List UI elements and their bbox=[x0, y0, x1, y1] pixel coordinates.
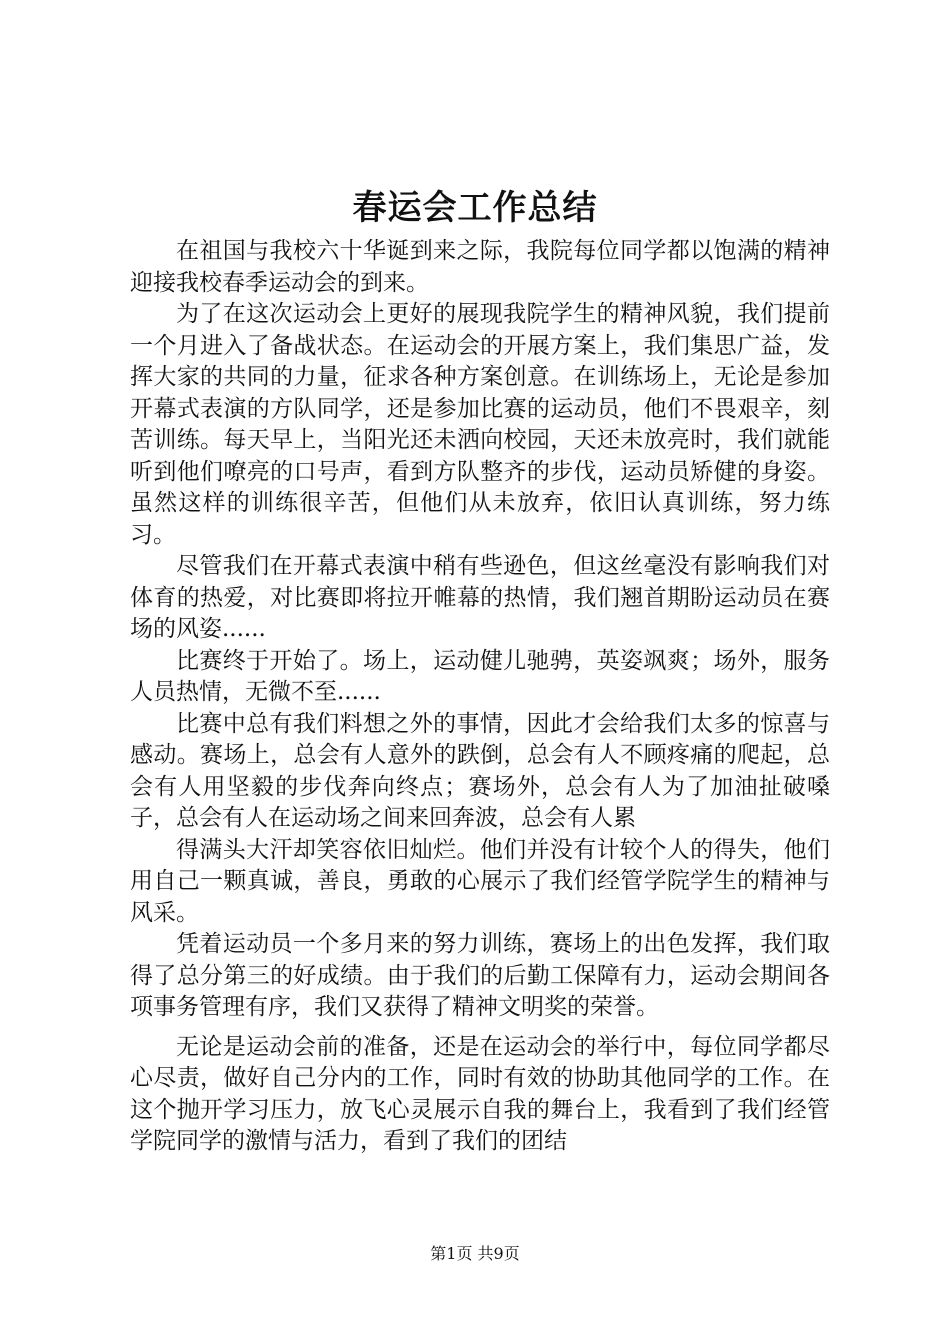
document-title: 春运会工作总结 bbox=[352, 188, 598, 228]
paragraph: 在祖国与我校六十华诞到来之际，我院每位同学都以饱满的精神迎接我校春季运动会的到来。 bbox=[130, 238, 830, 296]
paragraph: 为了在这次运动会上更好的展现我院学生的精神风貌，我们提前一个月进入了备战状态。在运动会的开展方案上，我们集思广益，发挥大家的共同的力量，征求各种方案创意。在训练场上，无论是参加开幕式表演的方队同学，还是参加比赛的运动员，他们不畏艰辛，刻苦训练。每天早上，当阳光还未洒向校园，天还未放亮时，我们就能听到他们嘹亮的口号声，看到方队整齐的步伐，运动员矫健的身姿。虽然这样的训练很辛苦，但他们从未放弃，依旧认真训练，努力练习。 bbox=[130, 301, 830, 548]
paragraph: 得满头大汗却笑容依旧灿烂。他们并没有计较个人的得失，他们用自己一颗真诚，善良，勇敢的心展示了我们经管学院学生的精神与风采。 bbox=[130, 836, 830, 926]
page-number-footer: 第1页 共9页 bbox=[430, 1244, 520, 1263]
paragraph: 凭着运动员一个多月来的努力训练，赛场上的出色发挥，我们取得了总分第三的好成绩。由于我们的后勤工保障有力，运动会期间各项事务管理有序，我们又获得了精神文明奖的荣誉。 bbox=[130, 931, 830, 1020]
paragraph: 比赛中总有我们料想之外的事情，因此才会给我们太多的惊喜与感动。赛场上，总会有人意外的跌倒，总会有人不顾疼痛的爬起，总会有人用坚毅的步伐奔向终点；赛场外，总会有人为了加油扯破嗓子，总会有人在运动场之间来回奔波，总会有人累 bbox=[130, 710, 830, 831]
paragraph: 比赛终于开始了。场上，运动健儿驰骋，英姿飒爽；场外，服务人员热情，无微不至...... bbox=[130, 647, 830, 705]
document-body bbox=[130, 236, 830, 1158]
paragraph: 无论是运动会前的准备，还是在运动会的举行中，每位同学都尽心尽责，做好自己分内的工作，同时有效的协助其他同学的工作。在这个抛开学习压力，放飞心灵展示自我的舞台上，我看到了我们经管学院同学的激情与活力，看到了我们的团结 bbox=[130, 1033, 830, 1154]
paragraph: 尽管我们在开幕式表演中稍有些逊色，但这丝毫没有影响我们对体育的热爱，对比赛即将拉开帷幕的热情，我们翘首期盼运动员在赛场的风姿...... bbox=[130, 553, 830, 642]
